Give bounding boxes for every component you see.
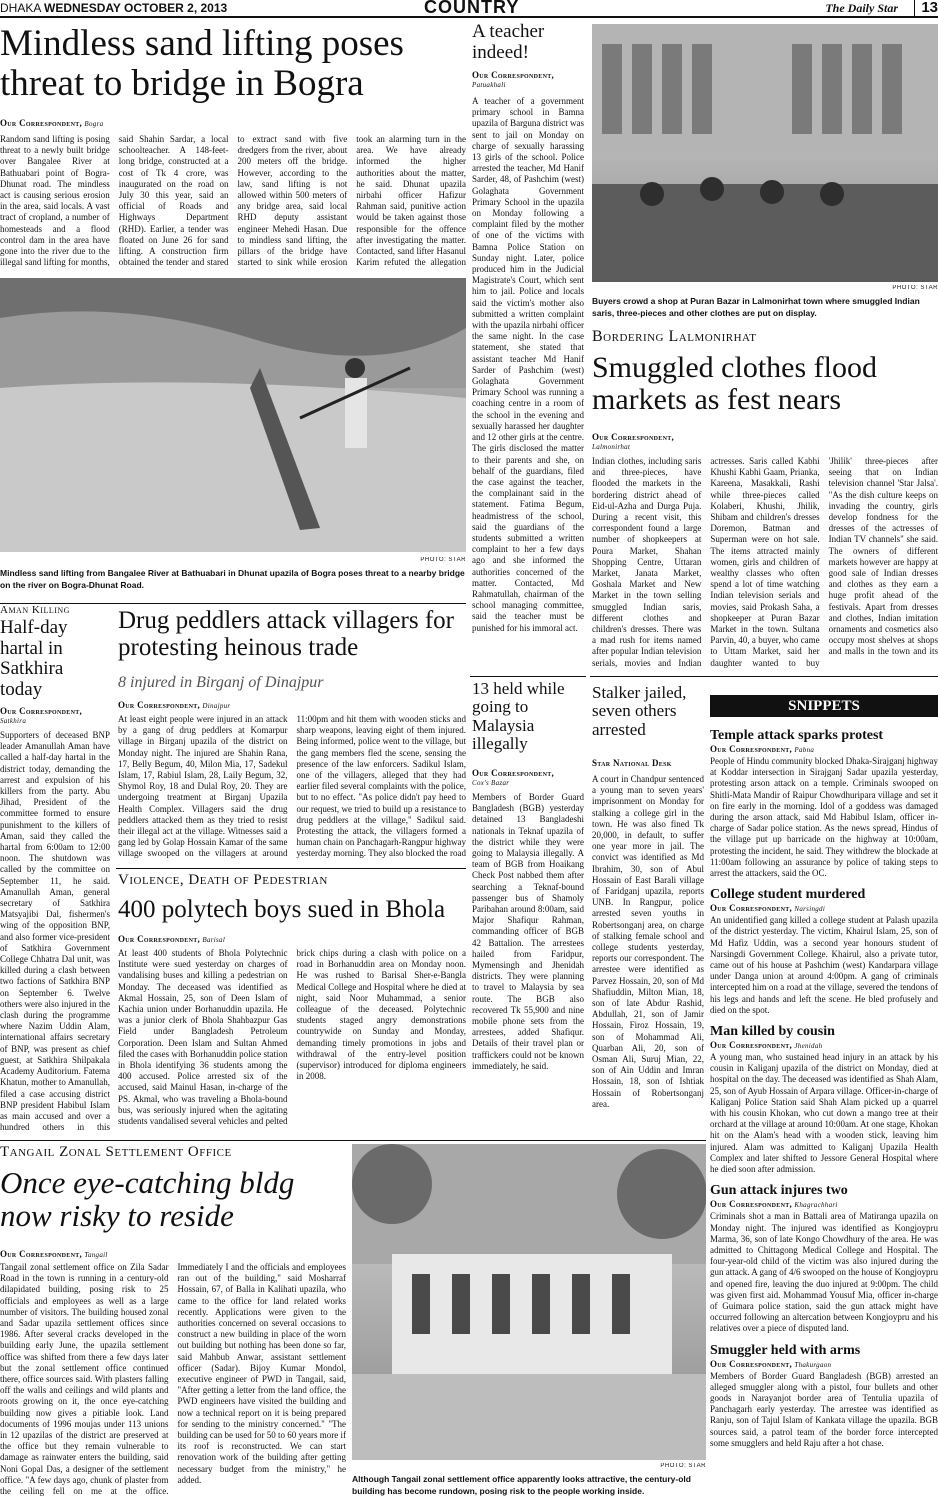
snippets-list xyxy=(710,728,938,1498)
byline: Our Correspondent, Thakurgaon xyxy=(710,1358,832,1369)
article-headline: 13 held while going to Malaysia illegally xyxy=(472,680,565,754)
section-title: COUNTRY xyxy=(424,0,520,17)
divider xyxy=(0,1140,706,1141)
article-headline: 400 polytech boys sued in Bhola xyxy=(118,896,446,923)
byline: Our Correspondent, Tangail xyxy=(0,1249,108,1259)
article-body: A court in Chandpur sentenced a young man to seven years' imprisonment on Monday for stalking a college girl in the town. He was also fined Tk 20,000, in default, to suffer one year more in jail. The convict was identified as Md Ibrahim, 30, son of Abul Hossain of East Barali village of Faridganj upazila, reports UNB. In Rangpur, police arrested seven youths in Robertsonganj area, on charge of stalking female school and college students yesterday, reports our correspondent. The arrestee were identified as Parvez Hossain, 20, son of Md Shafiuddin, Milton Mian, 18, son of late Abdur Rashid, Abdullah, 21, son of Jamir Hossain, Firoz Hossain, 19, son of Mohammad Ali, Quarban Ali, 20, son of Osman Ali, Suruj Mian, 22, son of Ain Uddin and Imran Hossain, 18, son of Ishtiak Hossain of Robertsonganj area. xyxy=(592,774,704,1109)
article-body: A teacher of a government primary school in Bamna upazila of Barguna district was sent to jail on Monday on charge of sexually harassing 13 girls of the school. Police arrested the teacher, Md Hanif Sarder, 48, of Pashchim (west) Golaghata Government Primary School in the upazila on Monday following a complaint filed by the mother of one of the victims with Bamna Police Station on Sunday night. Later, police produced him in the Judicial Magistrate's Court, which sent him to jail. Police and locals said the victim's mother also submitted a written complaint with the upazila nirbahi officer the same night. In the case statement, she stated that assistant teacher Md Hanif Sarder of Pashchim (west) Golaghata Government Primary School was running a coaching centre in a room of the school in the evening and sexually harassed her daughter and 12 other girls at the centre. The girls disclosed the matter to their parents and she, on behalf of the guardians, filed the case against the teacher, the complainant said in the statement. Fatima Begum, headmistress of the school, said the guardians of the students submitted a written complaint to her a few days ago and she informed the authorities concerned of the matter. Contacted, Md Rahmatullah, chairman of the school managing committee, said the teacher must be punished for his immoral act. xyxy=(472,96,584,633)
article-headline: Stalker jailed, seven others arrested xyxy=(592,684,687,739)
article-headline: Smuggled clothes flood markets as fest nears xyxy=(592,352,877,417)
kicker: Aman Killing xyxy=(0,604,70,616)
shop-illustration xyxy=(592,24,938,282)
byline: Our Correspondent, Narsingdi xyxy=(710,903,826,914)
snippet-headline: Gun attack injures two xyxy=(710,1183,848,1199)
photo-credit: PHOTO: STAR xyxy=(660,1463,706,1469)
byline: Our Correspondent, Khagrachhari xyxy=(710,1199,838,1210)
article-headline: A teacher indeed! xyxy=(472,22,545,63)
byline: Our Correspondent, Jhenidah xyxy=(710,1040,823,1051)
settlement-office-photo xyxy=(352,1144,706,1460)
snippet-item xyxy=(710,1024,938,1175)
page-number: 13 xyxy=(914,0,938,16)
snippet-item xyxy=(710,887,938,1016)
snippet-headline: Smuggler held with arms xyxy=(710,1342,861,1358)
article-body: Random sand lifting is posing threat to a newly built bridge over Bangalee River at Bathuabari point of Bogra-Dhunat road. The mindless act is causing serious erosion in the area, said locals. A vast tract of cropland, a number of homesteads and a flood control dam in the area have gone into the river due to the illegal sand lifting for months, said Shahin Sardar, a local schoolteacher. A 148-feet-long bridge, constructed at a cost of Tk 4 crore, was inaugurated on the road on July 30 this year, said an official of Roads and Highways Department (RHD). Earlier, a tender was floated on June 26 for sand lifting. A construction firm obtained the tender and stared to extract sand with five dredgers from the river, about 200 meters off the bridge. However, according to the law, sand lifting is not allowed within 500 meters of any bridge area, said local RHD deputy assistant engineer Mehedi Hasan. Due to mindless sand lifting, the pillars of the bridge have started to sink while erosion took an alarming turn in the area. We have already informed the higher authorities about the matter, he said. Dhunat upazila nirbahi officer Hafizur Rahman said, punitive action would be taken against those responsible for the offence after investigating the matter. Contacted, sand lifter Hasanul Karim refuted the allegation xyxy=(0,134,466,268)
article-headline: Half-day hartal in Satkhira today xyxy=(0,618,68,700)
snippet-item xyxy=(710,728,938,879)
article-body: At least 400 students of Bhola Polytechnic Institute were sued yesterday on charges of vandalising buses and killing a pedestrian on Monday. The deceased was identified as Akmal Hossain, 25, son of Deen Islam of Kachia union under Borhanuddin upazila. He was a junior clerk of Bhola Shahbazpur Gas Field under Bangladesh Petroleum Corporation. Deen Islam and Sultan Ahmed filed the cases with Borhanuddin police station in Bhola identifying 36 students among the 400 accused. Police arrested six of the accused, said Mainul Hasan, in-charge of the PS. Akmal, who was traveling a Bhola-bound bus, was seriously injured when the agitating students vandalised several vehicles and pelted brick chips during a clash with police on a road in Borhanuddin area on Monday noon. He was rushed to Barisal Sher-e-Bangla Medical College and Hospital where he died at night, said Noor Muhammad, a senior colleague of the deceased. Polytechnic students staged angry demonstrations countrywide on Sunday and Monday, demanding timely promotions in jobs and withdrawal of the entry-level position (supervisor) introduced for diploma engineers in 2008. xyxy=(118,948,466,1127)
snippet-item xyxy=(710,1183,938,1334)
photo-caption: Although Tangail zonal settlement office apparently looks attractive, the century-old building has become rundown, posing risk to the people working inside. xyxy=(352,1474,691,1496)
snippet-body: Criminals shot a man in Battali area of Matiranga upazila on Monday night. The injured was identified as Kongjoypru Marma, 36, son of late Kongo Chowdhury of the area. He was admitted to Chittagong Medical College and Hospital. The four-year-old child of the victim was also injured during the gun attack. A gang of 4/6 swooped on the house of Kongjoypru and opened fire, leaving the duo injured at 9:00pm. The child was given first aid. Mohammad Yousuf Mia, officer in-charge of Guimara police station, said the gun attack might have occurred following an altercation between Kongjoypru and his relatives over a piece of disputed land. xyxy=(710,1211,938,1334)
photo-caption: Buyers crowd a shop at Puran Bazar in Lalmonirhat town where smuggled Indian saris, three-pieces and other clothes are put on display. xyxy=(592,296,920,318)
snippet-headline: Temple attack sparks protest xyxy=(710,728,884,743)
page-header xyxy=(0,0,938,18)
article-body: Members of Border Guard Bangladesh (BGB) yesterday detained 13 Bangladeshi nationals in Teknaf upazila of the district while they were going to Malaysia illegally. A team of BGB from Hoaikang Check Post nabbed them after searching a Teknaf-bound passenger bus of Shamoly Paribahan around 8:00am, said Major Shafiqur Rahman, commanding officer of BGB 42 Battalion. The arrestees hailed from Faridpur, Mymensingh and Jhenidah districts. They were planning to travel to Malaysia by sea route. The BGB also recovered Tk 55,900 and nine mobile phone sets from the arrestees, added Shafiqur. Details of their travel plan or traffickers could not be known immediately, he said. xyxy=(472,792,584,1071)
byline: Our Correspondent, Bogra xyxy=(0,118,104,128)
article-body: Supporters of deceased BNP leader Amanullah Aman have called a half-day hartal in the district today, demanding the arrest and expulsion of his killers from the party. Abu Jihad, President of the committee formed to ensure punishment to the killers of Aman, said they called the hartal from 6:00am to 12:00 noon. The shutdown was called by the committee on September 11, he said. Amanullah Aman, general secretary of Satkhira Matsyajibi Dal, fishermen's wing of the opposition BNP, and also former vice-president of Satkhira Government College Chhatra Dal unit, was killed during a clash between two factions of Satkhira BNP on September 6. Twelve others were also injured in the clash during the programme where Nazim Uddin Alam, international affairs secretary of BNP, was present as chief guest, at Satkhira Shilpakala Academy Auditorium. Fatema Khatun, mother to Amanullah, filed a case accusing district BNP president Habibul Islam as main accused and over a hundred others in this xyxy=(0,730,110,1133)
snippet-body: A young man, who sustained head injury in an attack by his cousin in Kaliganj upazila of the district on Monday, died at hospital on the day. The deceased was identified as Shah Alam, 25, son of Ayub Hossain of Arpara village. Officer-in-charge of Kaliganj Police Station said Shah Alam picked up a quarrel with his cousin Khokan, who cut down a mango tree at their orchard at the village at around 10:00am. At one stage, Khokan hit on the Alam's head with a wooden stick, leaving him injured. Alam was admitted to Kaliganj Upazila Health Complex and later shifted to Jessore General Hospital where he died soon after admission. xyxy=(710,1052,938,1175)
clothes-shop-photo xyxy=(592,24,938,282)
photo-caption: Mindless sand lifting from Bangalee River at Bathuabari in Dhunat upazila of Bogra poses threat to a nearby bridge on the river on Bogra-Dhunat Road. xyxy=(0,568,465,590)
byline: Our Correspondent, Barisal xyxy=(118,934,226,944)
snippet-body: Members of Border Guard Bangladesh (BGB) arrested an alleged smuggler along with a pistol, four bullets and other goods in Narayanjot border area of Tentulia upazila of Panchagarh early yesterday. The arrestee was identified as Ranju, son of Tajul Islam of Kankata village the upazila. BGB sources said, a patrol team of the border force intercepted some smugglers and held Raju after a hot chase. xyxy=(710,1370,938,1448)
photo-credit: PHOTO: STAR xyxy=(892,285,938,291)
article-headline: Mindless sand lifting poses threat to bridge in Bogra xyxy=(0,24,404,104)
article-headline: Drug peddlers attack villagers for protesting heinous trade xyxy=(118,607,454,661)
snippet-body: People of Hindu community blocked Dhaka-Sirajganj highway at Koddar intersection in Sirajganj Sadar upazila yesterday, protesting arson attack on a temple. Criminals swooped on Shitli-Mata Mandir of Raipur Chowdhuripara village and set it on fire early in the morning. Idol of a goddess was damaged during the arson attack, said Md Habibul Islam, officer in-charge of Sadar police station. As the news spread, Hindus of the village put up barricade on the highway at 10:00am, protesting the incident, he said. They withdrew the blockade at 11:00am following an assurance by police of taking steps to arrest the attackers, said the OC. xyxy=(710,756,938,879)
article-body: Tangail zonal settlement office on Zila Sadar Road in the town is running in a century-old dilapidated building, posing risk to 25 officials and employees as well as a large number of visitors. The building housed zonal and Sadar upazila settlement offices since 1986. After several cracks developed in the building early June, the upazila settlement office was shifted from there a few days later but the zonal settlement office continued there, office sources said. With plasters falling off the walls and ceilings and wild plants and roots growing on it, the once eye-catching building now gives a pitiable look. Land documents of 1996 moujas under 113 unions in 12 upazilas of the district are preserved at the office but they remain vulnerable to damage as rainwater enters the building, said Noni Gopal Das, a designer of the settlement office. "A few days ago, chunk of plaster from the ceiling fell on me at the office. Immediately I and the officials and employees ran out of the building," said Mosharraf Hossain, 67, of Balla in Kalihati upazila, who came to the office for land related works recently. Applications were given to the authorities concerned on several occasions to construct a new building in place of the worn out building but nothing has been done so far, said Mahbub Anwar, assistant settlement officer (Sadar). Bijoy Kumar Mondol, executive engineer of PWD in Tangail, said, "After getting a letter from the land office, the PWD engineers have visited the building and now a technical report on it is being prepared for sending to the ministry concerned." "The building can be used for 50 to 60 years more if its roof is reconstructed. We can start renovation work of the building after getting necessary budget from the ministry," he added. xyxy=(0,1262,346,1497)
byline: Our Correspondent, Pabna xyxy=(710,744,815,754)
divider xyxy=(116,868,466,869)
byline: Our Correspondent, Patuakhali xyxy=(472,70,555,89)
article-headline: Once eye-catching bldg now risky to reside xyxy=(0,1166,295,1234)
snippet-item xyxy=(710,1343,938,1449)
divider xyxy=(470,676,586,677)
article-subhead: 8 injured in Birganj of Dinajpur xyxy=(118,674,324,691)
byline: Our Correspondent, Satkhira xyxy=(0,706,83,725)
sand-lifting-photo xyxy=(0,278,466,552)
kicker: Tangail Zonal Settlement Office xyxy=(0,1144,232,1160)
kicker: Violence, Death of Pedestrian xyxy=(118,872,328,888)
divider xyxy=(590,676,938,677)
byline: Our Correspondent, Dinajpur xyxy=(118,700,231,710)
byline: Star National Desk xyxy=(592,758,672,768)
snippet-headline: Man killed by cousin xyxy=(710,1024,835,1040)
byline: Our Correspondent, Lalmonirhat xyxy=(592,432,675,451)
dateline: DHAKA WEDNESDAY OCTOBER 2, 2013 xyxy=(0,1,228,15)
snippet-headline: College student murdered xyxy=(710,887,866,903)
river-illustration xyxy=(0,278,466,552)
article-body: At least eight people were injured in an attack by a gang of drug peddlers at Komarpur village in Birganj upazila of the district on Monday night. The injured are Shahin Rana, 17, Belly Begum, 40, Milon Mia, 17, Sadekul Islam, 17, Rabiul Islam, 28, Laily Begum, 32, Shymol Roy, 18 and Dulal Roy, 20. They are undergoing treatment at Birganj Upazila Health Complex. Villagers said the drug peddlers attacked them as they tried to resist their illegal act at the village. Witnesses said a gang led by Golap Hossain Kamar of the same village swooped on the villagers at around 11:00pm and hit them with wooden sticks and sharp weapons, leaving eight of them injured. Being informed, police went to the village, but the gang members fled the scene, sensing the presence of the law enforcers. Sadikul Islam, one of the villagers, alleged that they had earlier filed several complaints with the police, but to no effect. "As police didn't pay heed to our request, we tried to build up a resistance to drug peddlers at the village," Sadikul said. Protesting the attack, the villagers formed a human chain on Panchagarh-Rangpur highway yesterday morning. They also blocked the road xyxy=(118,714,466,859)
kicker: Bordering Lalmonirhat xyxy=(592,328,757,345)
photo-credit: PHOTO: STAR xyxy=(420,557,466,563)
snippets-heading: SNIPPETS xyxy=(710,695,938,717)
byline: Our Correspondent, Cox's Bazar xyxy=(472,768,555,787)
building-illustration xyxy=(352,1144,706,1460)
article-body: Indian clothes, including saris and three-pieces, have flooded the markets in the bordering district ahead of Eid-ul-Azha and Durga Puja. During a recent visit, this correspondent found a large number of shopkeepers at Poura Market, Shahan Shopping Centre, Uttaran Market, Janata Market, Goshala Market and New Market in the town selling smuggled Indian saris, different clothes and children's dresses. There was a mad rush for items named after popular Indian television serials, movies and Indian actresses. Saris called Kabhi Khushi Kabhi Gaam, Prianka, Kareena, Masakkali, Rashi while three-pieces called Kolaberi, Khushi, Jhilik, Shibam and children's dresses Doremon, Batman and Superman were on hot sale. The items attracted mainly women, girls and children of wealthy classes who often spend a lot of time watching Indian television serials and movies, said Prokash Saha, a shopkeeper at Puran Bazar Market in the town. Sultana Parvin, 40, a buyer, who came to Uttam Market, said her daughter wanted to buy 'Jhilik' three-pieces after seeing that on Indian television channel 'Star Jalsa'. "As the dish culture keeps on invading the country, girls develop fondness for the dresses of the actresses of Indian TV channels" she said. The owners of different markets however are happy at good sale of Indian dresses and clothes as they earn a huge profit ahead of the festivals. Apart from dresses and clothes, Indian imitation ornaments and cosmetics also occupy most shelves at shops and malls in the town and its xyxy=(592,456,938,668)
snippet-body: An unidentified gang killed a college student at Palash upazila of the district yesterday. The victim, Khairul Islam, 25, son of Md Hafiz Uddin, was a second year honours student of Narsingdi Government College. Khairul, also a private tutor, came out of his house at Pashchim (west) Kandarpara village under Danga union at around 4:00pm. A gang of criminals intercepted him on a road at the village, severed the tendons of his legs and hands and left the scene. He bled profusely and died on the spot. xyxy=(710,915,938,1015)
masthead-logo: The Daily Star xyxy=(825,1,898,15)
